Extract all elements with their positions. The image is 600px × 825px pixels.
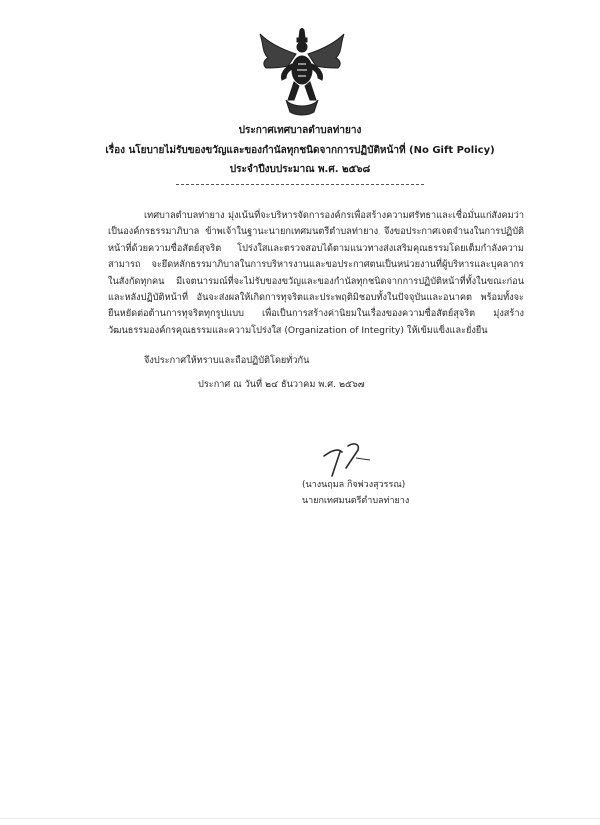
page-edge xyxy=(0,818,600,819)
garuda-emblem-icon xyxy=(254,28,350,118)
signer-name: (นางนฤมล กิจพ่วงสุวรรณ) xyxy=(302,480,406,490)
fiscal-year: ประจำปีงบประมาณ พ.ศ. ๒๕๖๘ xyxy=(229,164,371,175)
signer-position: นายกเทศมนตรีตำบลท่ายาง xyxy=(302,496,410,506)
announcement-date: ประกาศ ณ วันที่ ๒๔ ธันวาคม พ.ศ. ๒๕๖๗ xyxy=(198,379,365,390)
announcement-title: ประกาศเทศบาลตำบลท่ายาง xyxy=(238,125,362,136)
announcement-subject: เรื่อง นโยบายไม่รับของขวัญและของกำนัลทุกชนิดจากการปฏิบัติหน้าที่ (No Gift Policy) xyxy=(105,145,495,156)
announcement-body xyxy=(108,208,524,339)
body-paragraph: เทศบาลตำบลท่ายาง มุ่งเน้นที่จะบริหารจัดการองค์กรเพื่อสร้างความศรัทธาและเชื่อมั่นแก่สังคมว่าเป็นองค์กรธรรมาภิบาล ข้าพเจ้าในฐานะนายกเทศมนตรีตำบลท่ายาง จึงขอประกาศเจตจำนงในการปฏิบัติหน้าที่ด้วยความซื่อสัตย์สุจริต โปร่งใสและตรวจสอบได้ตามแนวทางส่งเสริมคุณธรรมโดยเต็มกำลังความสามารถ จะยึดหลักธรรมาภิบาลในการบริหารงานและขอประกาศตนเป็นหน่วยงานที่ผู้บริหารและบุคลากรในสังกัดทุกคน มีเจตนารมณ์ที่จะไม่รับของขวัญและของกำนัลทุกชนิดจากการปฏิบัติหน้าที่ทั้งในขณะก่อนและหลังปฏิบัติหน้าที่ อันจะส่งผลให้เกิดการทุจริตและประพฤติมิชอบทั้งในปัจจุบันและอนาคต พร้อมทั้งจะยืนหยัดต่อต้านการทุจริตทุกรูปแบบ เพื่อเป็นการสร้างค่านิยมในเรื่องของความซื่อสัตย์สุจริต มุ่งสร้างวัฒนธรรมองค์กรคุณธรรมและความโปร่งใส (Organization of Integrity) ให้เข้มแข็งและยั่งยืน xyxy=(108,210,524,336)
handwritten-signature xyxy=(318,440,378,478)
divider-line xyxy=(176,184,424,185)
closing-statement: จึงประกาศให้ทราบและถือปฏิบัติโดยทั่วกัน xyxy=(144,355,310,366)
